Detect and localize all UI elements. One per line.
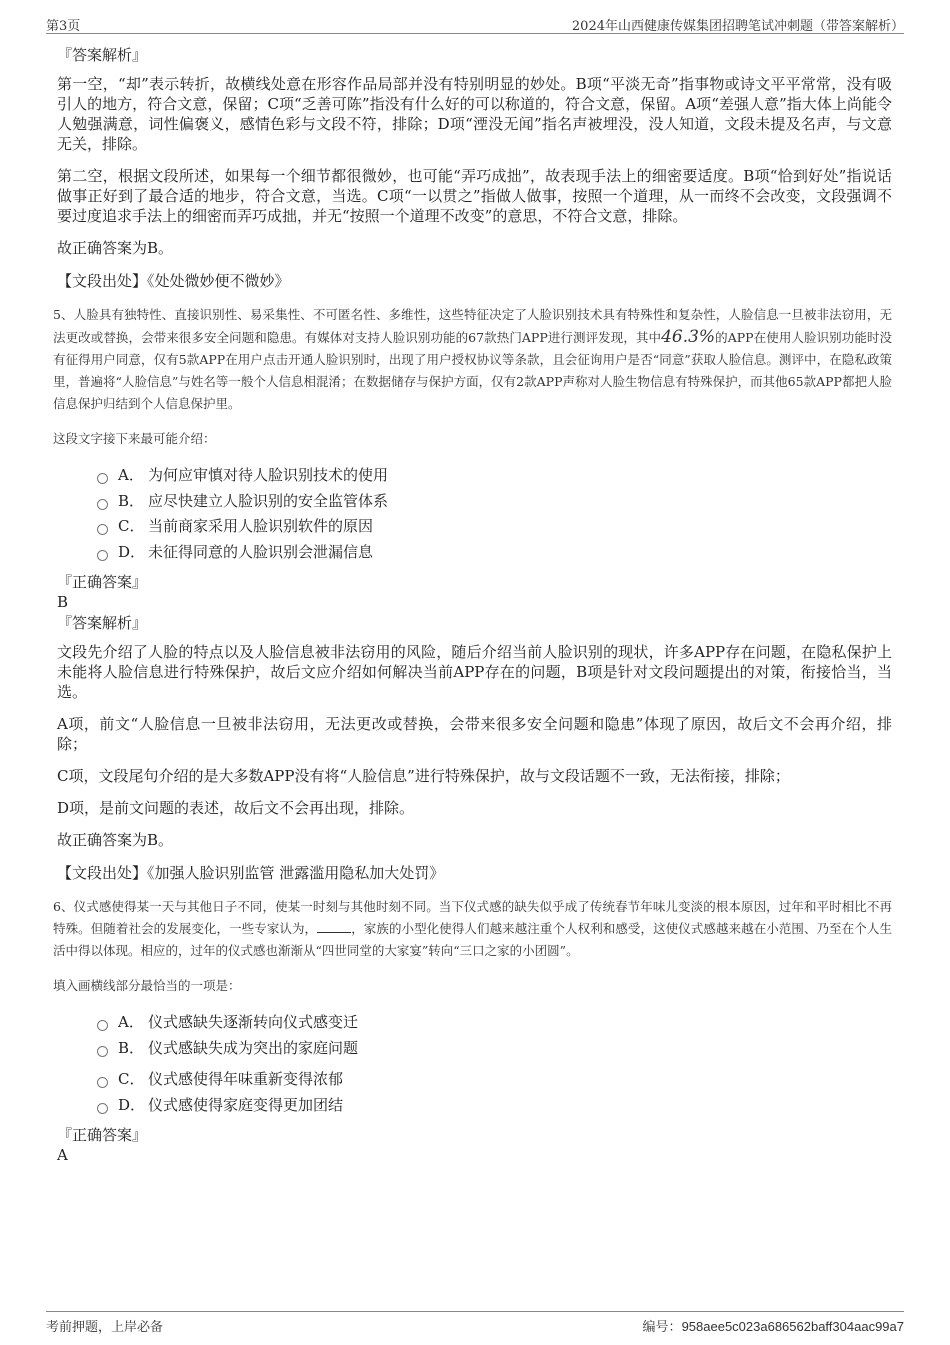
option-letter: B． bbox=[118, 491, 145, 510]
correct-answer-label: 『正确答案』 bbox=[57, 573, 148, 591]
option-text: 仪式感缺失逐渐转向仪式感变迁 bbox=[148, 1013, 359, 1031]
option-text: 未征得同意的人脸识别会泄漏信息 bbox=[148, 542, 374, 561]
q6-prompt: 填入画横线部分最恰当的一项是： bbox=[53, 978, 241, 993]
q6-option-a[interactable] bbox=[97, 1010, 892, 1036]
question-5 bbox=[53, 304, 892, 884]
option-letter: A． bbox=[118, 466, 144, 484]
q5-source bbox=[57, 862, 892, 884]
option-letter: D． bbox=[118, 542, 146, 561]
option-letter: C． bbox=[118, 517, 145, 535]
q5-analysis-paragraph: C项，文段尾句介绍的是大多数APP没有将“人脸信息”进行特殊保护，故与文段话题不一致，无法衔接，排除； bbox=[57, 767, 790, 785]
q5-stem-part: 5、人脸具有独特性、直接识别性、易采集性、不可匿名性、多维性，这些特征决定了人脸识别技术具有特殊性和复杂性，人脸信息一旦被非法窃用，无法更改或替换，会带来很多安全问题和隐患。有媒体对支持人脸识别功能的67款热门APP进行测评发现，其中 bbox=[53, 307, 892, 345]
fill-blank bbox=[317, 920, 351, 933]
option-text: 仪式感使得家庭变得更加团结 bbox=[148, 1095, 344, 1114]
option-letter: B． bbox=[118, 1038, 145, 1057]
footer-code bbox=[643, 1316, 904, 1335]
correct-answer-label: 『正确答案』 bbox=[57, 1126, 148, 1144]
q5-math-percent: 46.3% bbox=[661, 327, 716, 347]
radio-icon[interactable] bbox=[97, 1020, 108, 1031]
q6-option-c[interactable] bbox=[97, 1067, 892, 1093]
analysis-label: 『答案解析』 bbox=[57, 614, 148, 632]
q5-analysis-paragraph: 故正确答案为B。 bbox=[57, 831, 174, 849]
q6-stem bbox=[53, 896, 892, 962]
option-text: 仪式感缺失成为突出的家庭问题 bbox=[148, 1038, 359, 1057]
q5-option-c[interactable] bbox=[97, 514, 892, 540]
radio-icon[interactable] bbox=[97, 499, 108, 510]
source-prefix: 【文段出处】 bbox=[57, 864, 148, 882]
footer-code-value: 958aee5c023a686562baff304aac99a7 bbox=[681, 1319, 904, 1334]
q6-answer: A bbox=[57, 1146, 68, 1164]
q6-stem-part: 6、仪式感使得某一天与其他日子不同，使某一时刻与其他时刻不同。当下仪式感的缺失似乎成了传统春节年味儿变淡的根本原因，过年和平时相比不再特殊。但随着社会的发展变化，一些专家认为， bbox=[53, 899, 892, 936]
q5-stem bbox=[53, 304, 892, 415]
q5-option-b[interactable] bbox=[97, 489, 892, 515]
q6-options bbox=[97, 1010, 892, 1118]
q5-options bbox=[97, 463, 892, 565]
option-text: 为何应审慎对待人脸识别技术的使用 bbox=[148, 466, 389, 484]
radio-icon[interactable] bbox=[97, 1103, 108, 1114]
radio-icon[interactable] bbox=[97, 1077, 108, 1088]
analysis-label: 『答案解析』 bbox=[57, 46, 148, 64]
q4-analysis-section bbox=[57, 44, 892, 292]
q5-analysis-paragraph: A项，前文“人脸信息一旦被非法窃用，无法更改或替换，会带来很多安全问题和隐患”体现了原因，故后文不会再介绍，排除； bbox=[57, 715, 892, 753]
document-title: 2024年山西健康传媒集团招聘笔试冲刺题（带答案解析） bbox=[571, 19, 904, 34]
option-letter: C． bbox=[118, 1070, 145, 1088]
q6-option-b[interactable] bbox=[97, 1036, 892, 1062]
option-text: 应尽快建立人脸识别的安全监管体系 bbox=[148, 491, 389, 510]
q5-option-a[interactable] bbox=[97, 463, 892, 489]
q4-analysis-paragraph: 故正确答案为B。 bbox=[57, 239, 174, 257]
option-letter: D． bbox=[118, 1095, 146, 1114]
main-content bbox=[53, 44, 892, 1165]
footer-code-label: 编号： bbox=[642, 1320, 682, 1335]
q5-answer: B bbox=[57, 593, 69, 611]
q5-analysis-paragraph: D项，是前文问题的表述，故后文不会再出现，排除。 bbox=[57, 799, 415, 817]
source-prefix: 【文段出处】 bbox=[57, 272, 148, 290]
q5-prompt: 这段文字接下来最可能介绍： bbox=[53, 431, 216, 446]
q5-option-d[interactable] bbox=[97, 540, 892, 566]
option-letter: A． bbox=[118, 1013, 144, 1031]
footer-slogan: 考前押题，上岸必备 bbox=[46, 1320, 164, 1335]
q4-analysis-paragraph: 第二空，根据文段所述，如果每一个细节都很微妙，也可能“弄巧成拙”，故表现手法上的细密要适度。B项“恰到好处”指说话做事正好到了最合适的地步，符合文意，当选。C项“一以贯之”指做人做事，按照一个道理，从一而终不会改变，文段强调不要过度追求手法上的细密而弄巧成拙，并无“按照一个道理不改变”的意思，不符合文意，排除。 bbox=[57, 167, 892, 225]
source-title: 《处处微妙便不微妙》 bbox=[147, 272, 290, 290]
radio-icon[interactable] bbox=[97, 1046, 108, 1057]
q6-stem-part: ，家族的小型化使得人们越来越注重个人权利和感受，这使仪式感越来越在小范围、乃至在个人生活中得以体现。相应的，过年的仪式感也渐渐从“四世同堂的大家宴”转向“三口之家的小团圆”。 bbox=[53, 921, 892, 958]
radio-icon[interactable] bbox=[97, 473, 108, 484]
source-title: 《加强人脸识别监管 泄露滥用隐私加大处罚》 bbox=[147, 864, 445, 882]
radio-icon[interactable] bbox=[97, 524, 108, 535]
page-footer bbox=[46, 1311, 904, 1336]
page-header bbox=[46, 13, 904, 34]
q4-analysis-paragraph: 第一空，“却”表示转折，故横线处意在形容作品局部并没有特别明显的妙处。B项“平淡无奇”指事物或诗文平平常常，没有吸引人的地方，符合文意，保留；C项“乏善可陈”指没有什么好的可以称道的，符合文意，保留。A项“差强人意”指大体上尚能令人勉强满意，词性偏褒义，感情色彩与文段不符，排除；D项“湮没无闻”指名声被埋没，没人知道，文段未提及名声，与文意无关，排除。 bbox=[57, 75, 892, 153]
option-text: 仪式感使得年味重新变得浓郁 bbox=[148, 1070, 344, 1088]
q5-analysis-paragraph: 文段先介绍了人脸的特点以及人脸信息被非法窃用的风险，随后介绍当前人脸识别的现状，许多APP存在问题，在隐私保护上未能将人脸信息进行特殊保护，故后文应介绍如何解决当前APP存在的问题，B项是针对文段问题提出的对策，衔接恰当，当选。 bbox=[57, 643, 892, 701]
q5-stem-part: 的APP在使用人脸识别功能时没有征得用户同意，仅有5款APP在用户点击开通人脸识别时，出现了用户授权协议等条款，且会征询用户是否“同意”获取人脸信息。测评中，在隐私政策里，普遍将“人脸信息”与姓名等一般个人信息相混淆；在数据储存与保护方面，仅有2款APP声称对人脸生物信息有特殊保护，而其他65款APP都把人脸信息保护归结到个人信息保护里。 bbox=[53, 330, 892, 411]
radio-icon[interactable] bbox=[97, 550, 108, 561]
question-6 bbox=[53, 896, 892, 1165]
option-text: 当前商家采用人脸识别软件的原因 bbox=[148, 517, 374, 535]
q4-source bbox=[57, 270, 892, 292]
q6-option-d[interactable] bbox=[97, 1093, 892, 1119]
page-number: 第3页 bbox=[46, 19, 81, 34]
